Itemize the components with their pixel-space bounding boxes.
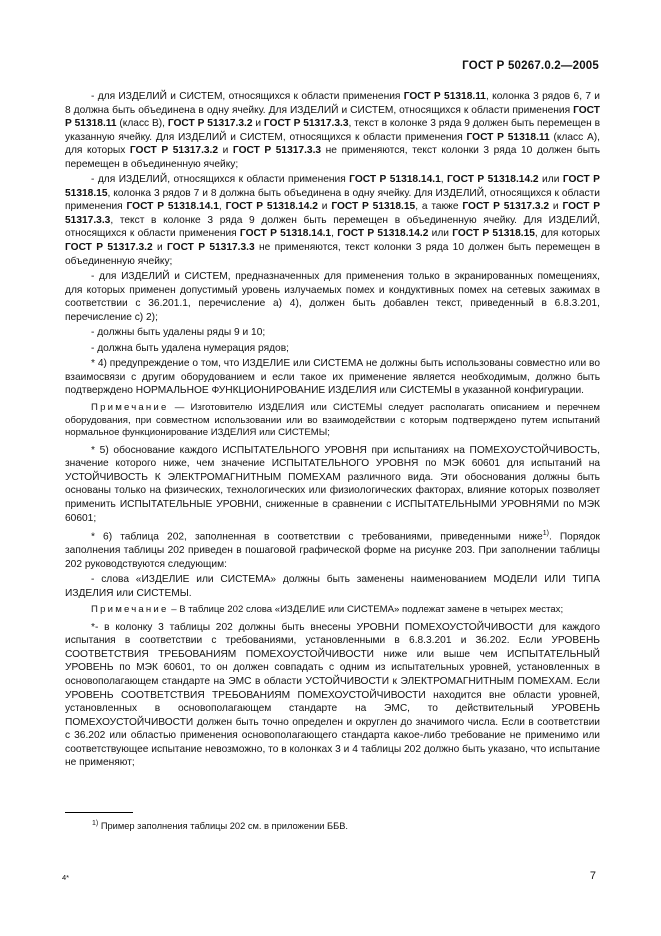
text-run: * 4) предупреждение о том, что ИЗДЕЛИЕ или СИСТЕМА не должны быть использованы совместно или во взаимосвязи с другим оборудованием и если такое их применение является необходимым, должно быть подтверждено НОРМАЛЬНОЕ ФУНКЦИОНИРОВАНИЕ ИЗДЕЛИЯ или СИСТЕМЫ в указанной конфигурации.	[65, 358, 600, 397]
standard-reference: ГОСТ Р 51317.3.2	[462, 201, 550, 213]
standard-reference: ГОСТ Р 51318.11	[403, 91, 486, 102]
text-run: - для ИЗДЕЛИЙ, относящихся к области применения	[91, 174, 350, 186]
body-paragraph	[65, 342, 600, 356]
standard-reference: ГОСТ Р 51317.3.2	[65, 242, 153, 254]
note-paragraph	[65, 604, 600, 617]
text-run: - для ИЗДЕЛИЙ и СИСТЕМ, предназначенных для применения только в экранированных помещениях, для которых применен допустимый уровень излучаемых помех и кондуктивных помех на сетевых зажимах в соответствии с 36.201.1, перечисление а) 4), должен быть добавлен текст, приведенный в 6.8.3.201, перечисление с) 2);	[65, 271, 600, 323]
standard-reference: ГОСТ Р 51318.15	[65, 174, 600, 199]
text-run: ,	[440, 174, 448, 186]
text-run: и	[317, 201, 332, 213]
text-run: - слова «ИЗДЕЛИЕ или СИСТЕМА» должны быть заменены наименованием МОДЕЛИ ИЛИ ТИПА ИЗДЕЛИЯ или СИСТЕМЫ.	[65, 574, 600, 599]
body-paragraph	[65, 621, 600, 770]
standard-reference: ГОСТ Р 51318.14.2	[337, 228, 429, 240]
text-run: , а также	[415, 201, 463, 213]
document-body	[65, 90, 600, 772]
text-run: (класс А), для которых	[65, 131, 601, 157]
body-paragraph	[65, 90, 600, 171]
body-paragraph	[65, 357, 600, 398]
text-run: ,	[331, 228, 338, 240]
body-paragraph	[65, 270, 600, 324]
text-run: или	[428, 228, 453, 240]
text-run: , колонка 3 рядов 6, 7 и 8 должна быть объединена в одну ячейку. Для ИЗДЕЛИЙ и СИСТЕМ, относящихся к области применения	[65, 91, 601, 116]
footnote	[92, 820, 348, 831]
text-run: , для которых	[534, 228, 600, 240]
text-run: и	[152, 242, 167, 254]
text-run: или	[538, 174, 563, 186]
standard-reference: ГОСТ Р 51317.3.3	[65, 201, 600, 226]
standard-reference: ГОСТ Р 51317.3.2	[167, 118, 253, 130]
standard-reference: ГОСТ Р 51317.3.3	[167, 242, 255, 254]
note-text: – В таблице 202 слова «ИЗДЕЛИЕ или СИСТЕМА» подлежат замене в четырех местах;	[168, 604, 564, 616]
text-run: , текст в колонке 3 ряда 9 должен быть перемещен в объединенную ячейку. Для ИЗДЕЛИЙ, относящихся к области применения	[65, 214, 600, 240]
standard-reference: ГОСТ Р 51317.3.3	[232, 145, 322, 157]
note-text: — Изготовителю ИЗДЕЛИЯ или СИСТЕМЫ следует располагать описанием и перечнем оборудования, при совместном использовании или во взаимодействии с которым подтверждено путем испытаний нормальное функционирование ИЗДЕЛИЯ или СИСТЕМЫ;	[65, 402, 600, 439]
body-paragraph	[65, 326, 600, 340]
standard-reference: ГОСТ Р 51318.15	[331, 201, 416, 213]
text-run: не применяются, текст колонки 3 ряда 10 должен быть перемещен в объединенную ячейку;	[65, 145, 600, 170]
standard-reference: ГОСТ Р 51318.14.1	[349, 174, 441, 186]
text-run: - должна быть удалена нумерация рядов;	[91, 342, 289, 354]
body-paragraph	[65, 444, 600, 525]
standard-reference: ГОСТ Р 51318.11	[466, 131, 550, 143]
text-run: - для ИЗДЕЛИЙ и СИСТЕМ, относящихся к области применения	[91, 91, 404, 102]
text-run: , текст в колонке 3 ряда 9 должен быть перемещен в указанную ячейку. Для ИЗДЕЛИЙ и СИСТЕМ, относящихся к области применения	[65, 118, 600, 143]
standard-reference: ГОСТ Р 51318.11	[65, 104, 600, 130]
note-label: Примечание	[91, 402, 169, 414]
standard-reference: ГОСТ Р 51318.14.1	[239, 228, 332, 240]
footnote-text: Пример заполнения таблицы 202 см. в приложении ББВ.	[98, 821, 349, 832]
text-run: ,	[218, 201, 226, 213]
text-run: - должны быть удалены ряды 9 и 10;	[91, 327, 266, 339]
footnote-divider	[65, 812, 133, 813]
footnote-ref: 1)	[542, 530, 549, 538]
standard-reference: ГОСТ Р 51318.14.2	[447, 174, 539, 186]
text-run: и	[218, 145, 233, 157]
note-paragraph	[65, 402, 600, 440]
body-paragraph	[65, 173, 600, 268]
body-paragraph	[65, 573, 600, 600]
sheet-mark: 4*	[62, 873, 70, 882]
text-run: и	[252, 118, 264, 130]
standard-reference: ГОСТ Р 51318.14.1	[126, 201, 219, 213]
standard-reference: ГОСТ Р 51317.3.2	[129, 145, 219, 157]
document-code: ГОСТ Р 50267.0.2—2005	[462, 60, 599, 72]
text-run: . Порядок заполнения таблицы 202 приведен в пошаговой графической форме на рисунке 203. При заполнении таблицы 202 руководствуются следующим:	[65, 531, 600, 570]
text-run: , колонка 3 рядов 7 и 8 должна быть объединена в одну ячейку. Для ИЗДЕЛИЙ, относящихся к области применения	[65, 187, 600, 213]
footnote-marker: 1)	[92, 820, 99, 827]
text-run: (класс В),	[116, 118, 168, 130]
text-run: не применяются, текст колонки 3 ряда 10 должен быть перемещен в объединенную ячейку;	[65, 242, 601, 267]
note-label: Примечание	[91, 604, 169, 616]
standard-reference: ГОСТ Р 51317.3.3	[263, 118, 349, 130]
text-run: *- в колонку 3 таблицы 202 должны быть внесены УРОВНИ ПОМЕХОУСТОЙЧИВОСТИ для каждого испытания в соответствии с требованиями, установленными в 6.8.3.201 и 36.202. Если УРОВЕНЬ СООТВЕТСТВИЯ ТРЕБОВАНИЯМ ПОМЕХОУСТОЙЧИВОСТИ ниже или выше чем ИСПЫТАТЕЛЬНЫЙ УРОВЕНЬ по МЭК 60601, то он должен совпадать с одним из испытательных уровней, установленных в основополагающем стандарте на ЭМС в области УСТОЙЧИВОСТИ к ЭЛЕКТРОМАГНИТНЫМ ПОМЕХАМ. Если УРОВЕНЬ СООТВЕТСТВИЯ ТРЕБОВАНИЯМ ПОМЕХОУСТОЙЧИВОСТИ находится вне области уровней, установленных в основополагающем стандарте на ЭМС, то действительный УРОВЕНЬ ПОМЕХОУСТОЙЧИВОСТИ должен быть точно определен и округлен до значимого числа. Если в соответствии с 36.202 или областью применения основополагающего стандарта какое-либо требование не применимо или соответствующее испытание невозможно, то в колонках 3 и 4 таблицы 202 должно быть указано, что испытание не применяют;	[65, 621, 600, 769]
text-run: * 6) таблица 202, заполненная в соответствии с требованиями, приведенными ниже	[91, 531, 543, 543]
body-paragraph	[65, 527, 600, 571]
text-run: и	[549, 201, 563, 213]
text-run: * 5) обоснование каждого ИСПЫТАТЕЛЬНОГО УРОВНЯ при испытаниях на ПОМЕХОУСТОЙЧИВОСТЬ, значение которого ниже, чем значение ИСПЫТАТЕЛЬНОГО УРОВНЯ по МЭК 60601 для испытаний на УСТОЙЧИВОСТЬ К ЭЛЕКТРОМАГНИТНЫМ ПОМЕХАМ различного вида. Эти обоснования должны быть основаны только на физических, технологических или физиологических факторах, влияние которых позволяет применить ИСПЫТАТЕЛЬНЫЕ УРОВНИ, сниженные в сравнении с ИСПЫТАТЕЛЬНЫМИ УРОВНЯМИ по МЭК 60601;	[65, 444, 600, 524]
standard-reference: ГОСТ Р 51318.15	[452, 228, 535, 240]
standard-reference: ГОСТ Р 51318.14.2	[225, 201, 318, 213]
page-number: 7	[589, 870, 596, 882]
